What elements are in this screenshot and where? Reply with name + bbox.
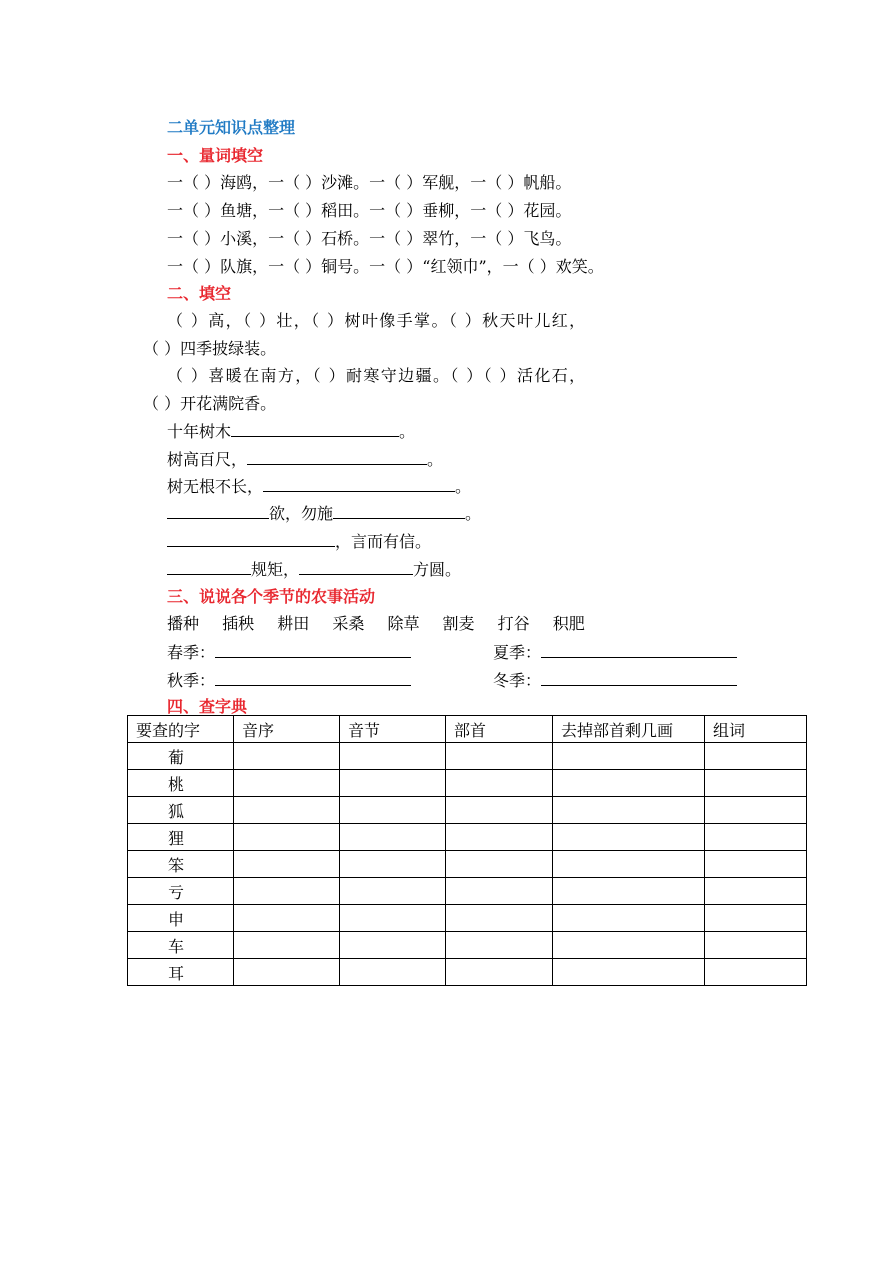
proverb-text: 欲，勿施 — [269, 504, 334, 523]
answer-blank[interactable] — [167, 560, 251, 575]
season-summer — [493, 640, 737, 663]
lookup-char: 葡 — [128, 743, 234, 770]
answer-cell[interactable] — [234, 743, 340, 770]
answer-cell[interactable] — [705, 905, 807, 932]
section-heading-fill-blank: 二、填空 — [167, 284, 232, 303]
season-label: 夏季： — [493, 643, 542, 662]
table-row — [128, 743, 807, 770]
proverb-text: 。 — [465, 504, 482, 523]
proverb-line — [167, 557, 461, 580]
answer-cell[interactable] — [446, 824, 553, 851]
answer-cell[interactable] — [553, 743, 705, 770]
answer-cell[interactable] — [234, 770, 340, 797]
section-heading-measure-words: 一、量词填空 — [167, 146, 264, 165]
answer-cell[interactable] — [705, 770, 807, 797]
answer-cell[interactable] — [553, 824, 705, 851]
column-header: 去掉部首剩几画 — [553, 716, 705, 743]
answer-blank[interactable] — [167, 504, 269, 519]
activity-word: 插秧 — [222, 614, 255, 633]
tree-verse-line: （ ）喜暖在南方，（ ）耐寒守边疆。（ ）（ ）活化石， — [167, 366, 587, 385]
answer-cell[interactable] — [446, 797, 553, 824]
answer-cell[interactable] — [705, 824, 807, 851]
season-label: 春季： — [167, 643, 216, 662]
answer-cell[interactable] — [553, 770, 705, 797]
proverb-text: 树高百尺， — [167, 450, 248, 469]
answer-cell[interactable] — [705, 797, 807, 824]
proverb-text: ，言而有信。 — [335, 532, 432, 551]
proverb-text: 规矩， — [251, 560, 300, 579]
answer-cell[interactable] — [705, 878, 807, 905]
tree-verse-line: （ ）高，（ ）壮，（ ）树叶像手掌。（ ）秋天叶儿红， — [167, 311, 587, 330]
season-winter — [493, 668, 737, 691]
answer-cell[interactable] — [553, 851, 705, 878]
proverb-text: 方圆。 — [413, 560, 462, 579]
season-answer-line[interactable] — [541, 669, 737, 686]
answer-cell[interactable] — [553, 878, 705, 905]
table-row — [128, 905, 807, 932]
activity-word: 耕田 — [277, 614, 310, 633]
lookup-char: 狸 — [128, 824, 234, 851]
answer-cell[interactable] — [446, 878, 553, 905]
answer-blank[interactable] — [263, 477, 455, 492]
season-answer-line[interactable] — [215, 641, 411, 658]
lookup-char: 车 — [128, 932, 234, 959]
season-autumn — [167, 668, 411, 691]
table-row — [128, 797, 807, 824]
answer-cell[interactable] — [446, 770, 553, 797]
answer-cell[interactable] — [553, 797, 705, 824]
table-row — [128, 959, 807, 986]
column-header: 音序 — [234, 716, 340, 743]
section-heading-dictionary: 四、查字典 — [167, 697, 248, 716]
answer-blank[interactable] — [231, 422, 399, 437]
answer-cell[interactable] — [234, 878, 340, 905]
tree-verse-line: （ ）开花满院香。 — [143, 394, 277, 413]
proverb-text: 。 — [427, 450, 444, 469]
answer-cell[interactable] — [234, 797, 340, 824]
season-spring — [167, 640, 411, 663]
measure-word-line: 一（ ）鱼塘，一（ ）稻田。一（ ）垂柳，一（ ）花园。 — [167, 201, 572, 220]
season-label: 秋季： — [167, 671, 216, 690]
proverb-line — [167, 529, 431, 552]
table-header-row — [128, 716, 807, 743]
answer-cell[interactable] — [446, 959, 553, 986]
proverb-text: 。 — [455, 477, 472, 496]
table-row — [128, 851, 807, 878]
answer-cell[interactable] — [340, 770, 446, 797]
column-header: 音节 — [340, 716, 446, 743]
page-title: 二单元知识点整理 — [167, 118, 296, 137]
table-row — [128, 770, 807, 797]
lookup-char: 笨 — [128, 851, 234, 878]
answer-cell[interactable] — [234, 959, 340, 986]
proverb-text: 树无根不长， — [167, 477, 264, 496]
answer-cell[interactable] — [340, 797, 446, 824]
section-heading-farm-activities: 三、说说各个季节的农事活动 — [167, 587, 376, 606]
answer-cell[interactable] — [234, 905, 340, 932]
answer-cell[interactable] — [340, 905, 446, 932]
activity-word: 积肥 — [552, 614, 585, 633]
proverb-line — [167, 419, 415, 442]
activity-word: 采桑 — [332, 614, 365, 633]
measure-word-line: 一（ ）队旗，一（ ）铜号。一（ ）“红领巾”，一（ ）欢笑。 — [167, 257, 604, 276]
lookup-char: 申 — [128, 905, 234, 932]
activity-list — [167, 611, 585, 634]
table-row — [128, 878, 807, 905]
lookup-char: 亏 — [128, 878, 234, 905]
answer-cell[interactable] — [340, 743, 446, 770]
answer-cell[interactable] — [340, 851, 446, 878]
answer-cell[interactable] — [705, 851, 807, 878]
lookup-char: 桃 — [128, 770, 234, 797]
table-row — [128, 932, 807, 959]
season-label: 冬季： — [493, 671, 542, 690]
answer-cell[interactable] — [340, 824, 446, 851]
column-header: 组词 — [705, 716, 807, 743]
answer-cell[interactable] — [340, 878, 446, 905]
proverb-line — [167, 474, 471, 497]
activity-word: 播种 — [167, 614, 200, 633]
answer-cell[interactable] — [340, 959, 446, 986]
lookup-char: 狐 — [128, 797, 234, 824]
activity-word: 打谷 — [497, 614, 530, 633]
dictionary-table — [127, 715, 807, 986]
answer-cell[interactable] — [705, 743, 807, 770]
tree-verse-line: （ ）四季披绿装。 — [143, 339, 277, 358]
answer-blank[interactable] — [247, 450, 427, 465]
table-row — [128, 824, 807, 851]
answer-blank[interactable] — [299, 560, 413, 575]
proverb-text: 。 — [399, 422, 416, 441]
proverb-line — [167, 447, 443, 470]
lookup-char: 耳 — [128, 959, 234, 986]
answer-cell[interactable] — [446, 905, 553, 932]
activity-word: 除草 — [387, 614, 420, 633]
measure-word-line: 一（ ）海鸥，一（ ）沙滩。一（ ）军舰，一（ ）帆船。 — [167, 173, 572, 192]
measure-word-line: 一（ ）小溪，一（ ）石桥。一（ ）翠竹，一（ ）飞鸟。 — [167, 229, 572, 248]
season-answer-line[interactable] — [541, 641, 737, 658]
answer-cell[interactable] — [234, 932, 340, 959]
activity-word: 割麦 — [442, 614, 475, 633]
answer-cell[interactable] — [446, 743, 553, 770]
answer-blank[interactable] — [333, 504, 465, 519]
season-answer-line[interactable] — [215, 669, 411, 686]
answer-cell[interactable] — [553, 905, 705, 932]
answer-cell[interactable] — [340, 932, 446, 959]
proverb-line — [167, 501, 481, 524]
proverb-text: 十年树木 — [167, 422, 232, 441]
answer-cell[interactable] — [705, 959, 807, 986]
column-header: 要查的字 — [128, 716, 234, 743]
answer-cell[interactable] — [553, 932, 705, 959]
answer-cell[interactable] — [446, 932, 553, 959]
answer-cell[interactable] — [446, 851, 553, 878]
answer-cell[interactable] — [234, 851, 340, 878]
answer-cell[interactable] — [705, 932, 807, 959]
answer-blank[interactable] — [167, 532, 335, 547]
column-header: 部首 — [446, 716, 553, 743]
answer-cell[interactable] — [553, 959, 705, 986]
answer-cell[interactable] — [234, 824, 340, 851]
